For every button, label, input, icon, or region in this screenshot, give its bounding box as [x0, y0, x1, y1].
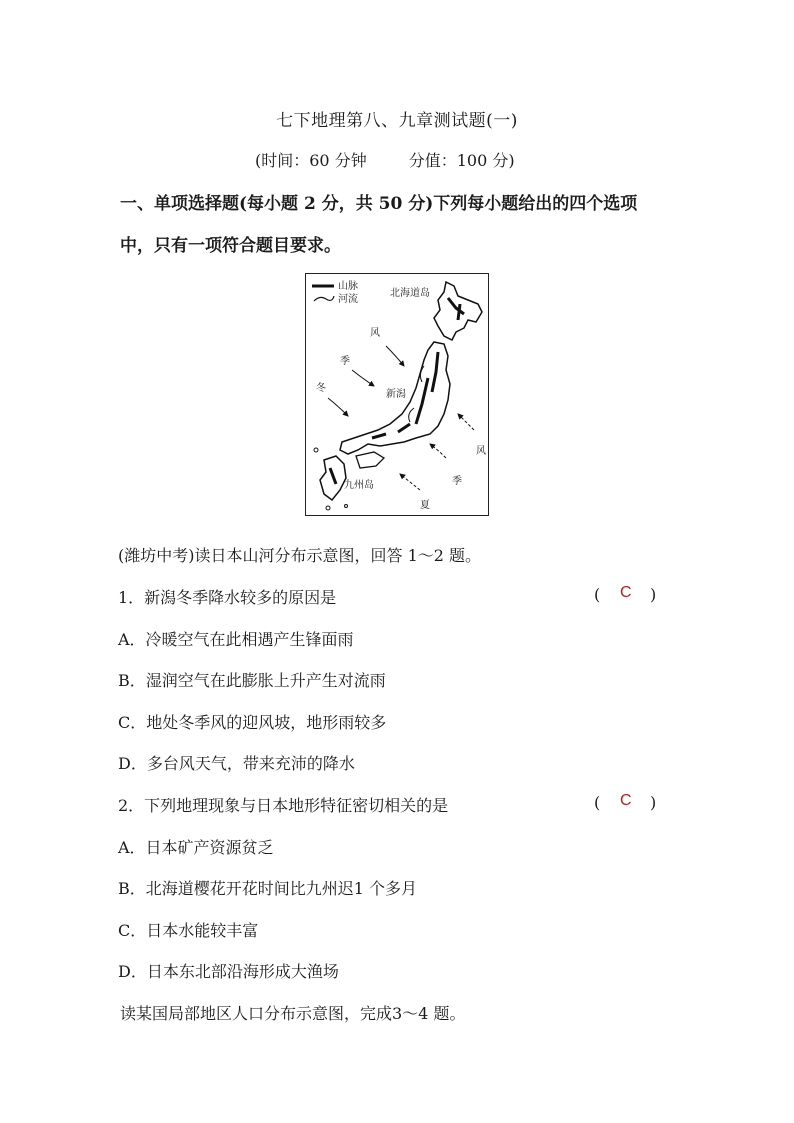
question-1-option-a: A．冷暖空气在此相遇产生锋面雨	[118, 630, 354, 649]
summer-wind-arrow	[430, 444, 446, 458]
question-2-option-b: B．北海道樱花开花时间比九州迟1 个多月	[118, 879, 418, 898]
question-2-answer: C	[620, 792, 632, 809]
legend-river-label: 河流	[338, 294, 358, 305]
winter-wind-arrow	[352, 370, 374, 386]
question-1-answer: C	[620, 584, 632, 601]
winter-wind-char: 季	[340, 356, 350, 367]
winter-wind-arrow	[328, 398, 348, 416]
summer-wind-char: 季	[452, 476, 462, 487]
legend-river-symbol	[314, 296, 334, 301]
islet	[345, 505, 348, 508]
legend-mountain-label: 山脉	[338, 281, 358, 292]
question-2-option-d: D．日本东北部沿海形成大渔场	[118, 962, 339, 981]
niigata-label: 新潟	[386, 389, 406, 400]
winter-wind-char: 冬	[316, 383, 326, 394]
question-1-option-d: D．多台风天气，带来充沛的降水	[118, 754, 355, 773]
islet	[314, 448, 318, 452]
summer-wind-arrow	[458, 414, 474, 430]
question-intro: (潍坊中考)读日本山河分布示意图，回答 1～2 题。	[118, 546, 482, 565]
shikoku-island	[356, 452, 384, 468]
question-2-stem: 2．下列地理现象与日本地形特征密切相关的是	[118, 796, 449, 815]
question-1-option-b: B．湿润空气在此膨胀上升产生对流雨	[118, 671, 386, 690]
summer-wind-arrow	[400, 474, 420, 490]
question-intro: 读某国局部地区人口分布示意图，完成3～4 题。	[120, 1004, 466, 1023]
islet	[326, 506, 330, 510]
hokkaido-label: 北海道岛	[390, 288, 430, 299]
question-1-stem: 1．新潟冬季降水较多的原因是	[118, 588, 337, 607]
page-title: 七下地理第八、九章测试题(一)	[276, 111, 518, 131]
japan-map-figure	[305, 273, 489, 516]
total-score: 分值：100 分)	[408, 151, 515, 170]
japan-map-svg	[306, 274, 490, 517]
question-2-option-c: C．日本水能较丰富	[118, 921, 259, 940]
winter-wind-arrow	[386, 346, 404, 366]
question-2-option-a: A．日本矿产资源贫乏	[118, 838, 274, 857]
summer-wind-char: 夏	[420, 500, 430, 511]
section-heading-line2: 中，只有一项符合题目要求。	[120, 236, 341, 256]
answer-paren-open: (	[594, 793, 601, 812]
time-limit: (时间：60 分钟	[255, 151, 367, 170]
winter-wind-char: 风	[370, 328, 380, 339]
answer-paren-close: )	[650, 585, 657, 604]
question-1-option-c: C．地处冬季风的迎风坡，地形雨较多	[118, 713, 387, 732]
section-heading-line1: 一、单项选择题(每小题 2 分，共 50 分)下列每小题给出的四个选项	[120, 194, 638, 214]
kyushu-label: 九州岛	[344, 480, 374, 491]
answer-paren-close: )	[650, 793, 657, 812]
exam-info	[255, 148, 515, 171]
summer-wind-char: 风	[476, 446, 486, 457]
answer-paren-open: (	[594, 585, 601, 604]
